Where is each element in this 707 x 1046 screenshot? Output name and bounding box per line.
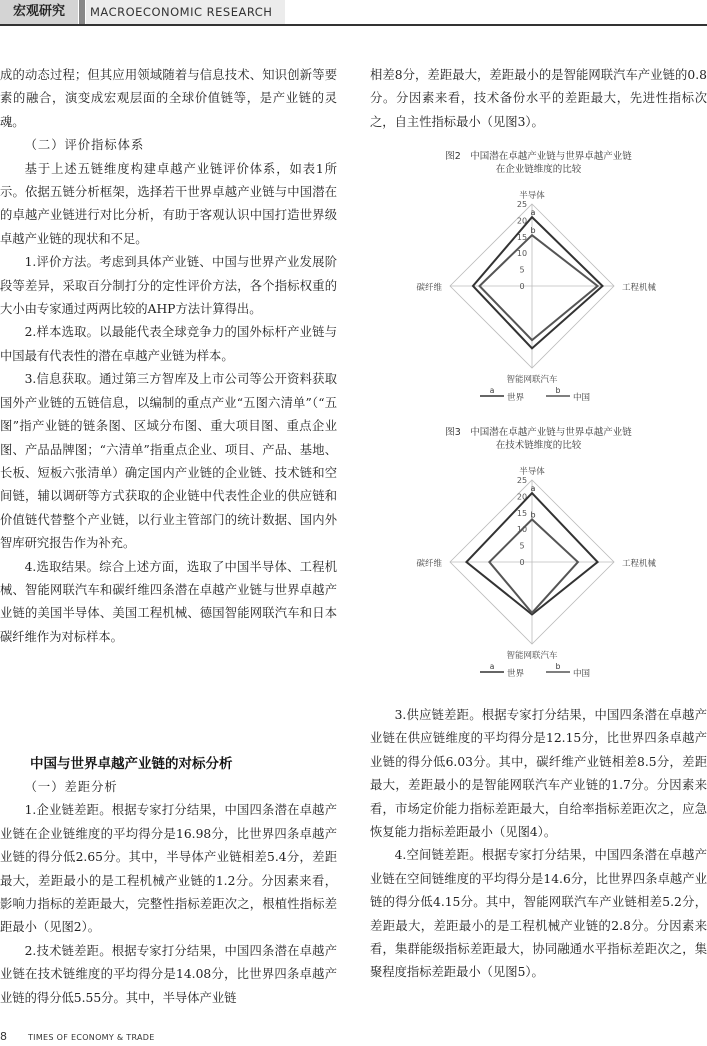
radar-axis-label: 碳纤维 (416, 283, 442, 293)
header-rule (0, 24, 707, 26)
section-title: 中国与世界卓越产业链的对标分析 (30, 756, 233, 772)
figure-title-line: 图3 中国潜在卓越产业链与世界卓越产业链 (445, 427, 632, 438)
figure-title-line: 图2 中国潜在卓越产业链与世界卓越产业链 (445, 151, 632, 162)
figure-2 (370, 150, 707, 410)
radar-axis-label: 碳纤维 (416, 559, 442, 569)
section-tag: 宏观研究 (0, 0, 78, 24)
radar-point-label: a (530, 484, 536, 494)
page-number: 8 (0, 1030, 7, 1043)
radar-tick-label: 5 (519, 265, 525, 275)
paragraph: 1.评价方法。考虑到具体产业链、中国与世界产业发展阶段等差异，采取百分制打分的定性评价方法，各个指标权重的大小由专家通过两两比较的AHP方法计算得出。 (0, 255, 337, 317)
page-footer (0, 1030, 707, 1046)
subheading: （一）差距分析 (24, 780, 118, 794)
paragraph: 成的动态过程；但其应用领域随着与信息技术、知识创新等要素的融合，演变成宏观层面的全球价值链等，是产业链的灵魂。 (0, 68, 337, 129)
radar-axis-label: 半导体 (519, 467, 545, 477)
radar-tick-label: 0 (519, 558, 525, 567)
figure-title-line: 在企业链维度的比较 (495, 164, 582, 175)
radar-chart (370, 176, 707, 408)
legend-marker: a (489, 386, 495, 395)
legend-marker: b (555, 386, 561, 395)
radar-axis-label: 智能网联汽车 (506, 651, 558, 661)
magazine-name: TIMES OF ECONOMY & TRADE (28, 1033, 155, 1042)
page-header (0, 0, 707, 26)
legend-label: 世界 (507, 393, 525, 403)
radar-axis-label: 工程机械 (622, 559, 657, 569)
header-divider (79, 0, 85, 24)
radar-axis-label: 智能网联汽车 (506, 375, 558, 385)
figure-3 (370, 426, 707, 691)
paragraph: 3.信息获取。通过第三方智库及上市公司等公开资料获取国外产业链的五链信息，以编制的重点产业“五图六清单”（“五图”指产业链的链条图、区域分布图、重大项目图、重点企业图、产品品牌图；“六清单”指重点企业、项目、产品、基地、长板、短板六张清单）确定国内产业链的企业链、技术链和空间链，辅以调研等方式获取的企业链中代表性企业的供应链和价值链代替整个产业链，以行业主管部门的统计数据、国内外智库研究报告作为补充。 (0, 372, 337, 551)
radar-axis-label: 工程机械 (622, 283, 657, 293)
radar-tick-label: 20 (516, 492, 528, 502)
paragraph: 1.企业链差距。根据专家打分结果，中国四条潜在卓越产业链在企业链维度的平均得分是16.98分，比世界四条卓越产业链的得分低2.65分。其中，半导体产业链相差5.4分，差距最大，差距最小的是工程机械产业链的1.2分。分因素来看，影响力指标的差距最大，完整性指标差距次之，根植性指标差距最小（见图2）。 (0, 803, 337, 935)
radar-tick-label: 15 (516, 232, 528, 242)
figure-title (370, 426, 707, 452)
paragraph: 相差8分，差距最大，差距最小的是智能网联汽车产业链的0.8分。分因素来看，技术备份水平的差距最大，先进性指标次之，自主性指标最小（见图3）。 (370, 68, 707, 129)
subheading: （二）评价指标体系 (24, 138, 145, 153)
radar-axis-label: 半导体 (519, 191, 545, 201)
radar-tick-label: 25 (516, 200, 528, 209)
legend-marker: b (555, 662, 561, 671)
radar-tick-label: 5 (519, 541, 525, 551)
figure-title (370, 150, 707, 176)
legend-label: 中国 (573, 669, 591, 679)
journal-name: MACROECONOMIC RESEARCH (86, 0, 285, 24)
left-column (0, 64, 337, 649)
radar-point-label: b (530, 510, 536, 520)
radar-point-label: b (530, 226, 536, 236)
paragraph: 4.选取结果。综合上述方面，选取了中国半导体、工程机械、智能网联汽车和碳纤维四条潜在卓越产业链与世界卓越产业链的美国半导体、美国工程机械、德国智能网联汽车和日本碳纤维作为对标样本。 (0, 559, 337, 644)
legend-label: 世界 (507, 669, 525, 679)
radar-tick-label: 20 (516, 216, 528, 226)
radar-tick-label: 25 (516, 476, 528, 485)
radar-tick-label: 10 (516, 525, 528, 535)
radar-tick-label: 10 (516, 249, 528, 259)
radar-point-label: a (530, 208, 536, 218)
paragraph: 2.技术链差距。根据专家打分结果，中国四条潜在卓越产业链在技术链维度的平均得分是14.08分，比世界四条卓越产业链的得分低5.55分。其中，半导体产业链 (0, 943, 337, 1005)
right-column-top (370, 64, 707, 134)
left-bottom-column (0, 776, 337, 1010)
paragraph: 4.空间链差距。根据专家打分结果，中国四条潜在卓越产业链在空间链维度的平均得分是14.6分，比世界四条卓越产业链的得分低4.15分。其中，智能网联汽车产业链相差5.2分，差距最大，差距最小的是工程机械产业链的2.8分。分因素来看，集群能级指标差距最大，协同融通水平指标差距次之，集聚程度指标差距最小（见图5）。 (370, 848, 707, 980)
figure-title-line: 在技术链维度的比较 (495, 440, 582, 451)
radar-tick-label: 0 (519, 282, 525, 291)
radar-chart (370, 452, 707, 690)
paragraph: 3.供应链差距。根据专家打分结果，中国四条潜在卓越产业链在供应链维度的平均得分是12.15分，比世界四条卓越产业链的得分低6.03分。其中，碳纤维产业链相差8.5分，差距最大，差距最小的是智能网联汽车产业链的1.7分。分因素来看，市场定价能力指标差距最大，自给率指标差距次之，应急恢复能力指标差距最小（见图4）。 (370, 708, 707, 840)
paragraph: 基于上述五链维度构建卓越产业链评价体系，如表1所示。依据五链分析框架，选择若干世界卓越产业链与中国潜在的卓越产业链进行对比分析，有助于客观认识中国打造世界级卓越产业链的现状和不足。 (0, 161, 337, 246)
radar-series-china (480, 232, 598, 340)
radar-tick-label: 15 (516, 508, 528, 518)
legend-label: 中国 (573, 393, 591, 403)
legend-marker: a (489, 662, 495, 671)
paragraph: 2.样本选取。以最能代表全球竞争力的国外标杆产业链与中国最有代表性的潜在卓越产业链为样本。 (0, 325, 337, 363)
right-column-bottom (370, 704, 707, 985)
radar-series-china (489, 519, 578, 612)
